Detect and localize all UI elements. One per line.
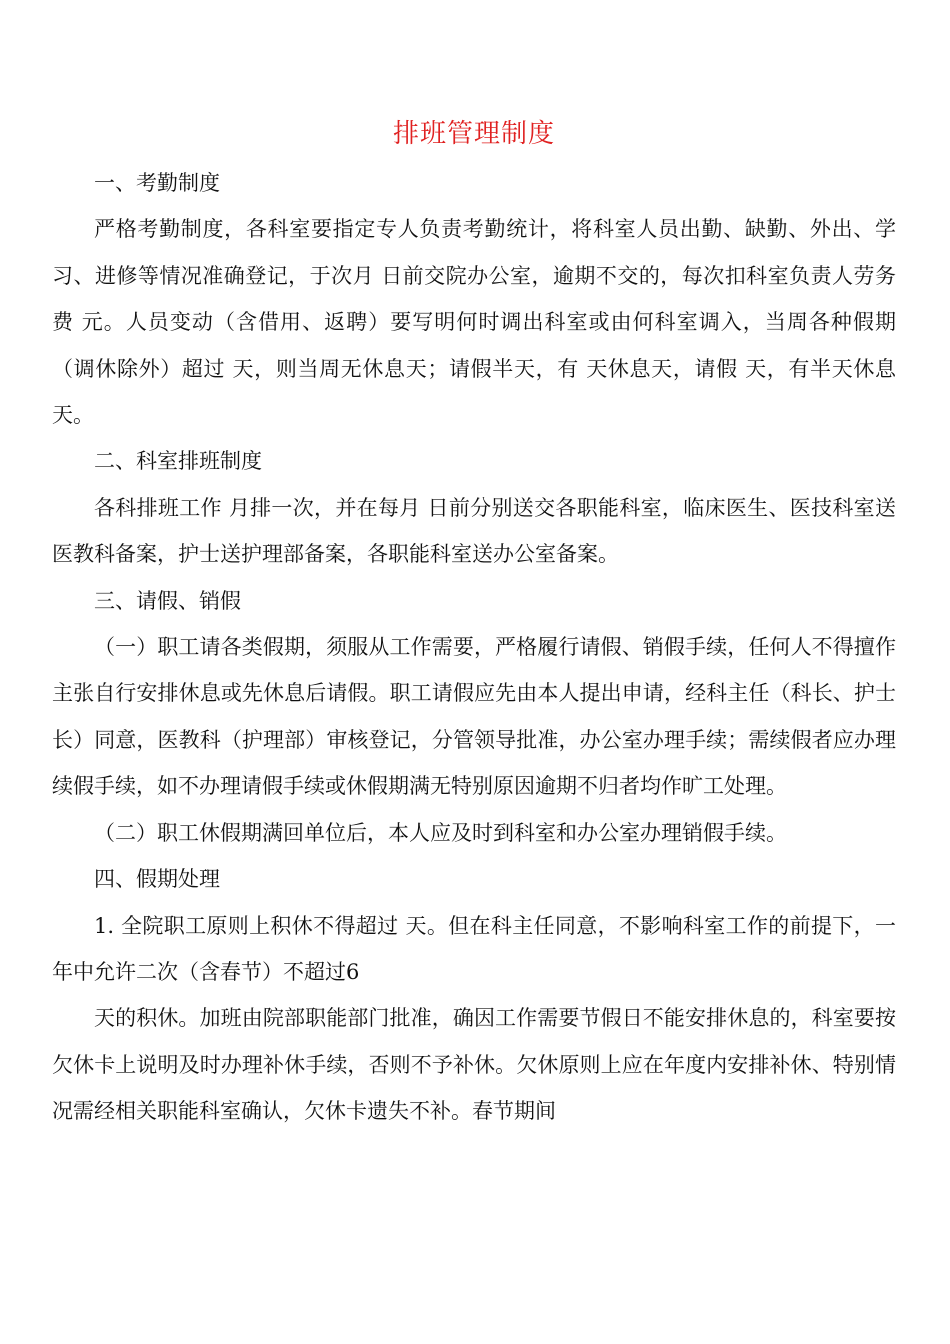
section-heading-holiday: 四、假期处理 [94, 867, 220, 892]
section-heading-scheduling: 二、科室排班制度 [94, 449, 262, 474]
paragraph-leave-return: （二）职工休假期满回单位后，本人应及时到科室和办公室办理销假手续。 [94, 820, 787, 845]
document-title: 排班管理制度 [392, 119, 555, 149]
paragraph-leave-request: （一）职工请各类假期，须服从工作需要，严格履行请假、销假手续，任何人不得擅作主张自行安排休息或先休息后请假。职工请假应先由本人提出申请，经科主任（科长、护士长）同意，医教科（护理部）审核登记，分管领导批准，办公室办理手续；需续假者应办理续假手续，如不办理请假手续或休假期满无特别原因逾期不归者均作旷工处理。 [52, 635, 896, 799]
document-body [52, 160, 896, 1135]
paragraph-scheduling: 各科排班工作 月排一次，并在每月 日前分别送交各职能科室，临床医生、医技科室送医教科备案，护士送护理部备案，各职能科室送办公室备案。 [52, 495, 896, 567]
section-heading-attendance: 一、考勤制度 [94, 171, 220, 195]
paragraph-holiday-2: 天的积休。加班由院部职能部门批准，确因工作需要节假日不能安排休息的，科室要按欠休卡上说明及时办理补休手续，否则不予补休。欠休原则上应在年度内安排补休、特别情况需经相关职能科室确认，欠休卡遗失不补。春节期间 [52, 1006, 896, 1124]
section-heading-leave: 三、请假、销假 [94, 588, 241, 613]
paragraph-holiday-1: 1. 全院职工原则上积休不得超过 天。但在科主任同意，不影响科室工作的前提下，一年中允许二次（含春节）不超过6 [52, 913, 896, 984]
paragraph-attendance: 严格考勤制度，各科室要指定专人负责考勤统计，将科室人员出勤、缺勤、外出、学习、进修等情况准确登记，于次月 日前交院办公室，逾期不交的，每次扣科室负责人劳务费 元。人员变动（含借用、返聘）要写明何时调出科室或由何科室调入，当周各种假期（调休除外）超过 天，则当周无休息天；请假半天，有 天休息天，请假 天，有半天休息天。 [52, 217, 896, 428]
